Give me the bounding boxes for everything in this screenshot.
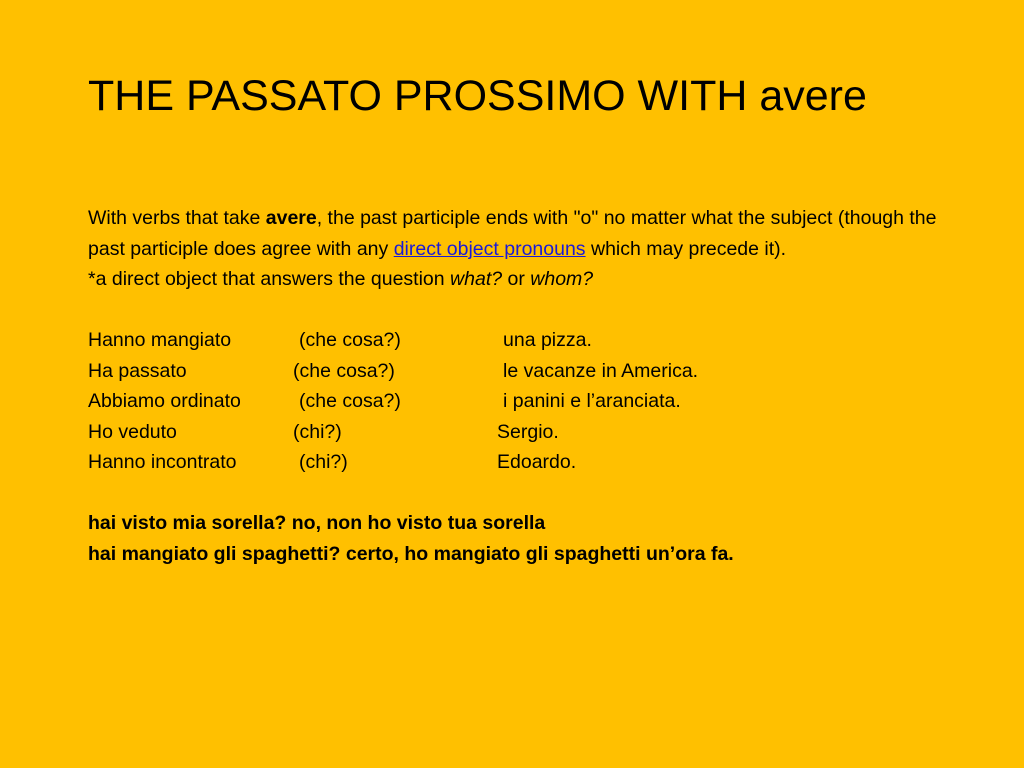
example-row xyxy=(88,356,938,387)
example-object: Sergio. xyxy=(497,420,559,443)
example-verb: Abbiamo ordinato xyxy=(88,390,241,412)
note-text-2: or xyxy=(502,268,531,290)
example-question: (chi?) xyxy=(293,420,342,443)
example-question: (che cosa?) xyxy=(299,390,401,412)
note-text-1: *a direct object that answers the question xyxy=(88,268,451,290)
example-question: (chi?) xyxy=(299,451,348,473)
example-verb: Hanno mangiato xyxy=(88,329,232,351)
note-italic-what: what? xyxy=(450,268,503,290)
intro-text-2: , the past participle ends with "o" no matter what the subject (though the past participle does agree with any xyxy=(88,207,937,260)
example-verb: Ho veduto xyxy=(88,420,177,443)
example-sentence: hai visto mia sorella? no, non ho visto tua sorella xyxy=(88,512,546,534)
example-row xyxy=(88,386,938,417)
example-verb: Ha passato xyxy=(88,359,187,382)
examples-list xyxy=(88,325,938,478)
note-paragraph xyxy=(88,264,938,295)
example-question: (che cosa?) xyxy=(299,329,401,351)
example-row xyxy=(88,325,938,356)
slide-body xyxy=(88,203,938,569)
example-row xyxy=(88,417,938,448)
spacer xyxy=(88,295,938,326)
example-object: Edoardo. xyxy=(497,451,577,473)
intro-bold-avere: avere xyxy=(265,207,317,229)
example-object: una pizza. xyxy=(503,329,592,351)
example-sentence: hai mangiato gli spaghetti? certo, ho mangiato gli spaghetti un’ora fa. xyxy=(88,542,734,565)
note-italic-whom: whom? xyxy=(530,268,594,290)
example-object: i panini e l’aranciata. xyxy=(503,390,681,412)
intro-text-3: which may precede it). xyxy=(585,237,787,260)
example-verb: Hanno incontrato xyxy=(88,451,237,473)
example-row xyxy=(88,447,938,478)
example-question: (che cosa?) xyxy=(293,359,395,382)
example-object: le vacanze in America. xyxy=(503,359,699,382)
spacer xyxy=(88,478,938,509)
intro-paragraph xyxy=(88,203,938,264)
direct-object-pronouns-link[interactable]: direct object pronouns xyxy=(393,237,586,260)
slide-title: THE PASSATO PROSSIMO WITH avere xyxy=(88,72,867,120)
intro-text-1: With verbs that take xyxy=(88,207,266,229)
